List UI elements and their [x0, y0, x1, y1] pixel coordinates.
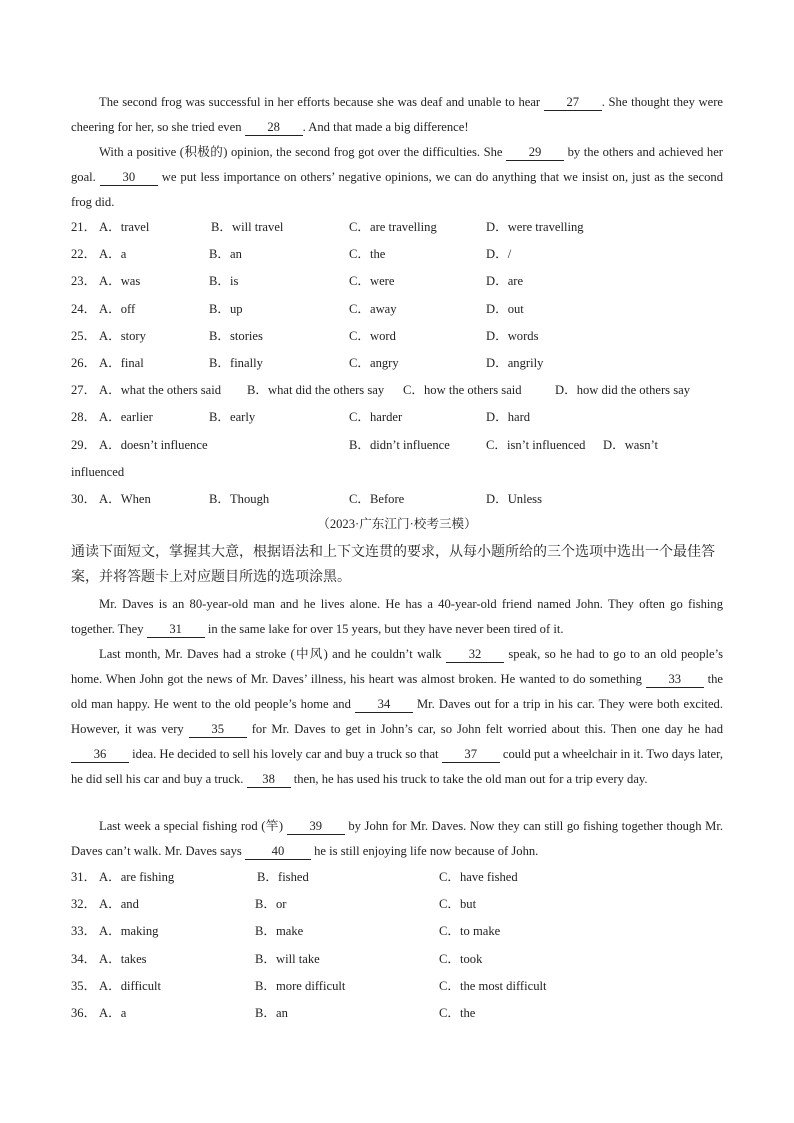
blank-37: 37 [442, 747, 500, 763]
paragraph-frog-1: The second frog was successful in her efforts because she was deaf and unable to hear 27 . She thought they were cheering for her, so she tried even 28 . And that made a big difference! [71, 95, 723, 134]
question-row-21: 21． A．travel B．will travel C．are travelling D．were travelling [71, 220, 584, 234]
blank-31: 31 [147, 622, 205, 638]
question-row-34: 34． A．takes B．will take C．took [71, 951, 483, 966]
question-row-26: 26． A．final B．finally C．angry D．angrily [71, 355, 544, 370]
blank-38: 38 [247, 772, 291, 788]
blank-30: 30 [100, 170, 158, 186]
paragraph-daves-3: Last week a special fishing rod (竿) 39 by John for Mr. Daves. Now they can still go fishing together though Mr. Daves can’t walk. Mr. Daves says 40 he is still enjoying life now because of John. [71, 819, 723, 858]
blank-29: 29 [506, 145, 564, 161]
blank-35: 35 [189, 722, 247, 738]
question-row-32: 32． A．and B．or C．but [71, 897, 477, 912]
blank-27: 27 [544, 95, 602, 111]
question-row-31: 31． A．are fishing B．fished C．have fished [71, 870, 518, 884]
question-row-24: 24． A．off B．up C．away D．out [71, 301, 524, 316]
blank-39: 39 [287, 819, 345, 835]
paragraph-daves-1: Mr. Daves is an 80-year-old man and he lives alone. He has a 40-year-old friend named John. They often go fishing together. They 31 in the same lake for over 15 years, but they have never been tired of it. [71, 597, 723, 636]
blank-33: 33 [646, 672, 704, 688]
question-row-23: 23． A．was B．is C．were D．are [71, 274, 524, 289]
question-row-27: 27． A．what the others said B．what did the others say C．how the others said D．how did the others say [71, 383, 691, 398]
section-instructions: 通读下面短文，掌握其大意，根据语法和上下文连贯的要求，从每小题所给的三个选项中选出一个最佳答案，并将答题卡上对应题目所选的选项涂黑。 [71, 544, 715, 585]
blank-34: 34 [355, 697, 413, 713]
question-row-22: 22． A．a B．an C．the D．/ [71, 247, 512, 262]
blank-40: 40 [245, 844, 311, 860]
question-row-28: 28． A．earlier B．early C．harder D．hard [71, 410, 531, 425]
question-row-29: 29． A．doesn’t influence B．didn’t influence C．isn’t influenced D．wasn’t [71, 437, 659, 452]
section-source-heading: （2023·广东江门·校考三模） [317, 517, 477, 531]
blank-32: 32 [446, 647, 504, 663]
question-row-35: 35． A．difficult B．more difficult C．the most difficult [71, 978, 547, 993]
options-31-36 [71, 864, 731, 1027]
options-21-30 [71, 214, 731, 513]
blank-36: 36 [71, 747, 129, 763]
question-row-30: 30． A．When B．Though C．Before D．Unless [71, 491, 542, 506]
paragraph-frog-2: With a positive (积极的) opinion, the second frog got over the difficulties. She 29 by the others and achieved her goal. 30 we put less importance on others’ negative opinions, we can do anything that we insist on, just as the second frog did. [71, 145, 724, 209]
paragraph-daves-2: Last month, Mr. Daves had a stroke (中风) and he couldn’t walk 32 speak, so he had to go to an old people’s home. When John got the news of Mr. Daves’ illness, his heart was almost broken. He wanted to do something 33 the old man happy. He went to the old people’s home and 34 Mr. Daves out for a trip in his car. They were both excited. However, it was very 35 for Mr. Daves to get in John’s car, so John felt worried about this. Then one day he had 36 idea. He decided to sell his lovely car and buy a truck so that 37 could put a wheelchair in it. Two days later, he did sell his car and buy a truck. 38 then, he has used his truck to take the old man out for a trip every day. [71, 647, 724, 786]
question-row-33: 33． A．making B．make C．to make [71, 924, 501, 939]
question-row-25: 25． A．story B．stories C．word D．words [71, 328, 539, 343]
blank-28: 28 [245, 120, 303, 136]
question-row-29-wrap: influenced [71, 464, 125, 479]
question-row-36: 36． A．a B．an C．the [71, 1005, 476, 1020]
